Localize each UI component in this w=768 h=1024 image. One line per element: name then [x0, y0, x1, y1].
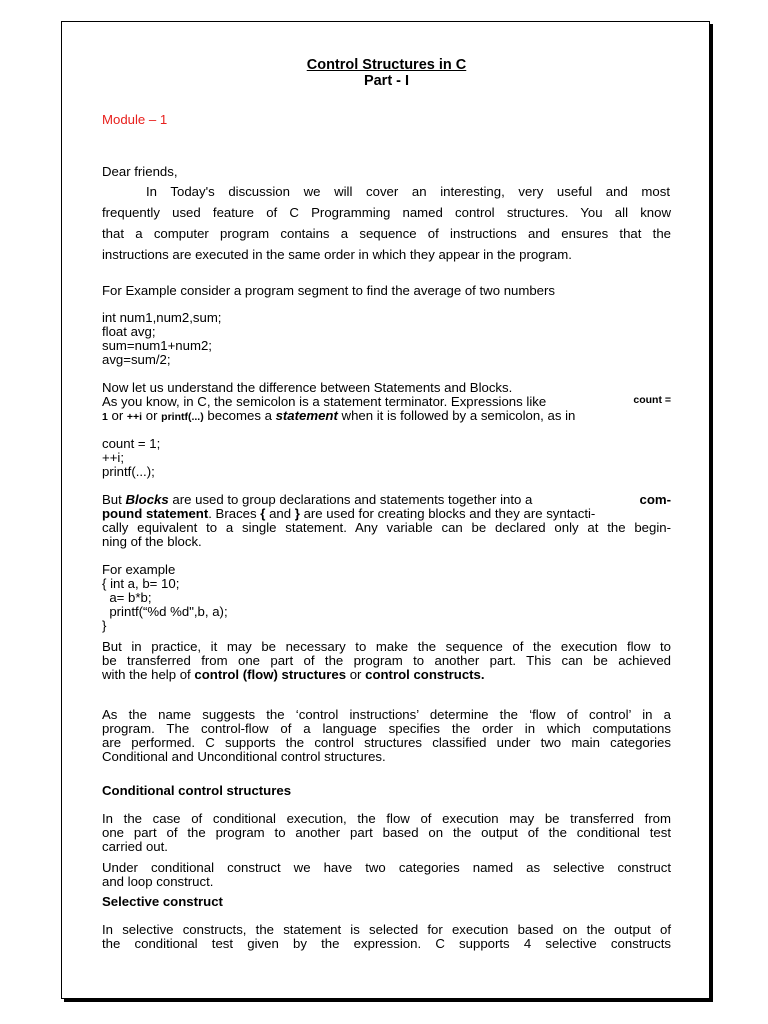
module-label: Module – 1: [102, 112, 168, 127]
code-line: }: [102, 618, 107, 633]
code-line: { int a, b= 10;: [102, 576, 180, 591]
conditional-line: In the case of conditional execution, the flow of execution may be transferred from: [102, 811, 671, 826]
code-line: a= b*b;: [102, 590, 152, 605]
under-line: Under conditional construct we have two categories named as selective construct: [102, 860, 671, 875]
example-intro: For Example consider a program segment to find the average of two numbers: [102, 283, 555, 298]
selective-line: In selective constructs, the statement is selected for execution based on the output of: [102, 922, 671, 937]
conditional-line: one part of the program to another part based on the output of the conditional test: [102, 825, 671, 840]
blocks-line: cally equivalent to a single statement. Any variable can be declared only at the begin-: [102, 520, 671, 535]
document-title: Control Structures in C: [306, 57, 467, 73]
statement-term: statement: [275, 408, 338, 423]
blocks-term: Blocks: [125, 492, 169, 507]
code-line: ++i;: [102, 450, 124, 465]
practice-line: be transferred from one part of the program to another part. This can be achieved: [102, 653, 671, 668]
code-line: printf(“%d %d",b, a);: [102, 604, 228, 619]
code-line: avg=sum/2;: [102, 352, 171, 367]
intro-line: In Today's discussion we will cover an interesting, very useful and most: [146, 184, 670, 199]
practice-line: But in practice, it may be necessary to make the sequence of the execution flow to: [102, 639, 671, 654]
selective-line: the conditional test given by the expression. C supports 4 selective constructs: [102, 936, 671, 951]
document-subtitle: Part - I: [363, 73, 410, 89]
statements-blocks-intro: Now let us understand the difference between Statements and Blocks.: [102, 380, 513, 395]
greeting: Dear friends,: [102, 164, 178, 179]
intro-line: instructions are executed in the same order in which they appear in the program.: [102, 247, 572, 262]
code-line: sum=num1+num2;: [102, 338, 212, 353]
intro-line: frequently used feature of C Programming named control structures. You all know: [102, 205, 671, 220]
name-line: are performed. C supports the control structures classified under two main categories: [102, 735, 671, 750]
conditional-line: carried out.: [102, 839, 168, 854]
blocks-line: pound statement. Braces { and } are used for creating blocks and they are syntacti-: [102, 506, 596, 521]
practice-line: with the help of control (flow) structures or control constructs.: [102, 667, 485, 682]
code-line: count = 1;: [102, 436, 161, 451]
statement-line: 1 or ++i or printf(...) becomes a statement when it is followed by a semicolon, as in: [102, 408, 576, 423]
conditional-heading: Conditional control structures: [102, 783, 292, 798]
name-line: As the name suggests the ‘control instructions’ determine the ‘flow of control’ in a: [102, 707, 671, 722]
under-line: and loop construct.: [102, 874, 214, 889]
code-line: int num1,num2,sum;: [102, 310, 222, 325]
code-line: For example: [102, 562, 176, 577]
blocks-line: ning of the block.: [102, 534, 202, 549]
statement-line: As you know, in C, the semicolon is a statement terminator. Expressions like count =: [102, 394, 671, 409]
code-line: printf(...);: [102, 464, 155, 479]
selective-heading: Selective construct: [102, 894, 223, 909]
intro-line: that a computer program contains a sequence of instructions and ensures that the: [102, 226, 671, 241]
code-line: float avg;: [102, 324, 156, 339]
name-line: program. The control-flow of a language specifies the order in which computations: [102, 721, 671, 736]
name-line: Conditional and Unconditional control structures.: [102, 749, 386, 764]
blocks-line: But Blocks are used to group declarations and statements together into a com-: [102, 492, 671, 507]
